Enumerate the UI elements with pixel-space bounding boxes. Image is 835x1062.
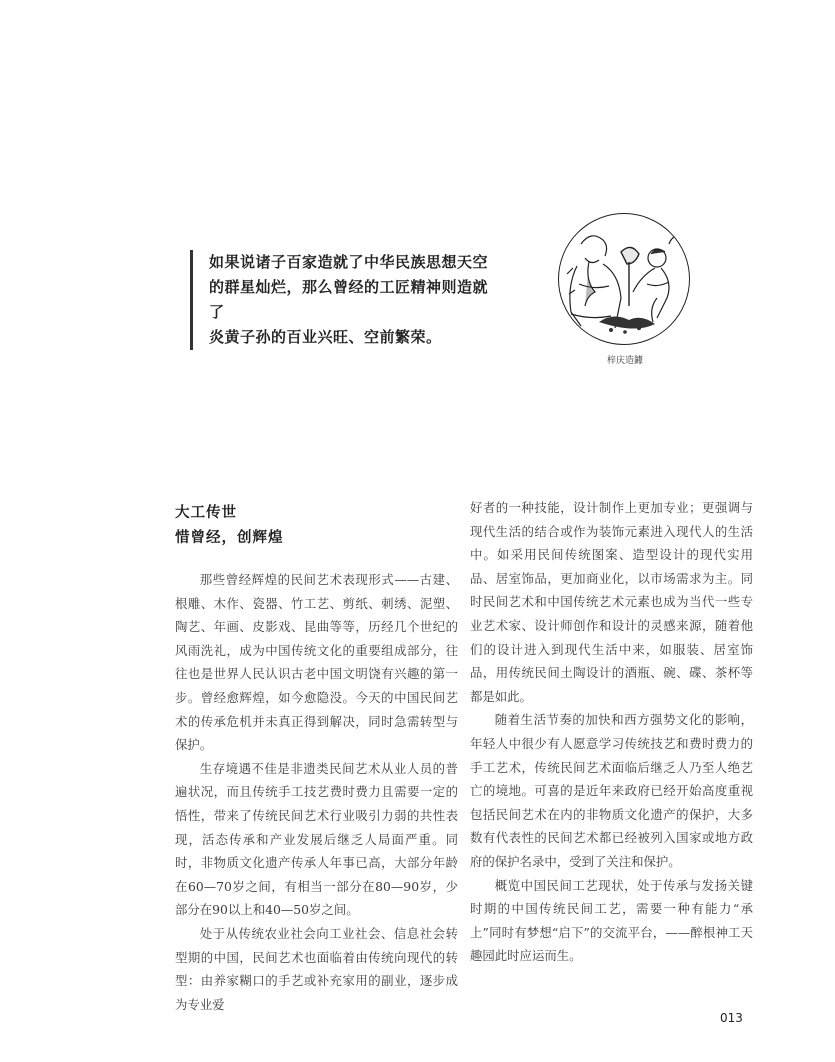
paragraph: 随着生活节奏的加快和西方强势文化的影响，年轻人中很少有人愿意学习传统技艺和费时费力的手工艺术，传统民间艺术面临后继乏人乃至人绝艺亡的境地。可喜的是近年来政府已经开始高度重视包括民间艺术在内的非物质文化遗产的保护，大多数有代表性的民间艺术都已经被列入国家或地方政府的保护名录中，受到了关注和保护。 xyxy=(470,712,753,869)
section-title: 大工传世 xyxy=(175,504,237,521)
body-column-right xyxy=(470,496,753,968)
illustration-circle xyxy=(558,213,690,345)
paragraph: 好者的一种技能，设计制作上更加专业；更强调与现代生活的结合或作为装饰元素进入现代人的生活中。如采用民间传统图案、造型设计的现代实用品、居室饰品，更加商业化，以市场需求为主。同时民间艺术和中国传统艺术元素也成为当代一些专业艺术家、设计师创作和设计的灵感来源，随着他们的设计进入到现代生活中来，如服装、居室饰品，用传统民间土陶设计的酒瓶、碗、碟、茶杯等都是如此。 xyxy=(470,500,753,704)
paragraph: 概览中国民间工艺现状，处于传承与发扬关键时期的中国传统民间工艺，需要一种有能力“承上”同时有梦想“启下”的交流平台，——醉根神工天趣园此时应运而生。 xyxy=(470,877,753,964)
quote-line: 炎黄子孙的百业兴旺、空前繁荣。 xyxy=(209,328,442,346)
page-number: 013 xyxy=(720,1011,743,1025)
illustration-caption: 梓庆造鐻 xyxy=(606,356,643,366)
body-column-left xyxy=(175,568,458,1016)
craftsmen-illustration xyxy=(559,214,689,344)
paragraph: 处于从传统农业社会向工业社会、信息社会转型期的中国，民间艺术也面临着由传统向现代的转型：由养家糊口的手艺或补充家用的副业，逐步成为专业爱 xyxy=(175,925,458,1012)
paragraph: 生存境遇不佳是非遗类民间艺术从业人员的普遍状况，而且传统手工技艺费时费力且需要一定的悟性，带来了传统民间艺术行业吸引力弱的共性表现，活态传承和产业发展后继乏人局面严重。同时，非物质文化遗产传承人年事已高，大部分年龄在60—70岁之间，有相当一部分在80—90岁，少部分在90以上和40—50岁之间。 xyxy=(175,760,458,918)
pull-quote xyxy=(190,250,499,350)
quote-line: 如果说诸子百家造就了中华民族思想天空 xyxy=(209,253,489,271)
section-heading xyxy=(175,500,284,550)
quote-line: 的群星灿烂，那么曾经的工匠精神则造就了 xyxy=(209,278,489,321)
paragraph: 那些曾经辉煌的民间艺术表现形式——古建、根雕、木作、瓷器、竹工艺、剪纸、刺绣、泥塑、陶艺、年画、皮影戏、昆曲等等，历经几个世纪的风雨洗礼，成为中国传统文化的重要组成部分，往往也是世界人民认识古老中国文明饶有兴趣的第一步。曾经愈辉煌，如今愈隐没。今天的中国民间艺术的传承危机并未真正得到解决，同时急需转型与保护。 xyxy=(175,572,458,753)
section-subtitle: 惜曾经，创辉煌 xyxy=(175,529,284,546)
